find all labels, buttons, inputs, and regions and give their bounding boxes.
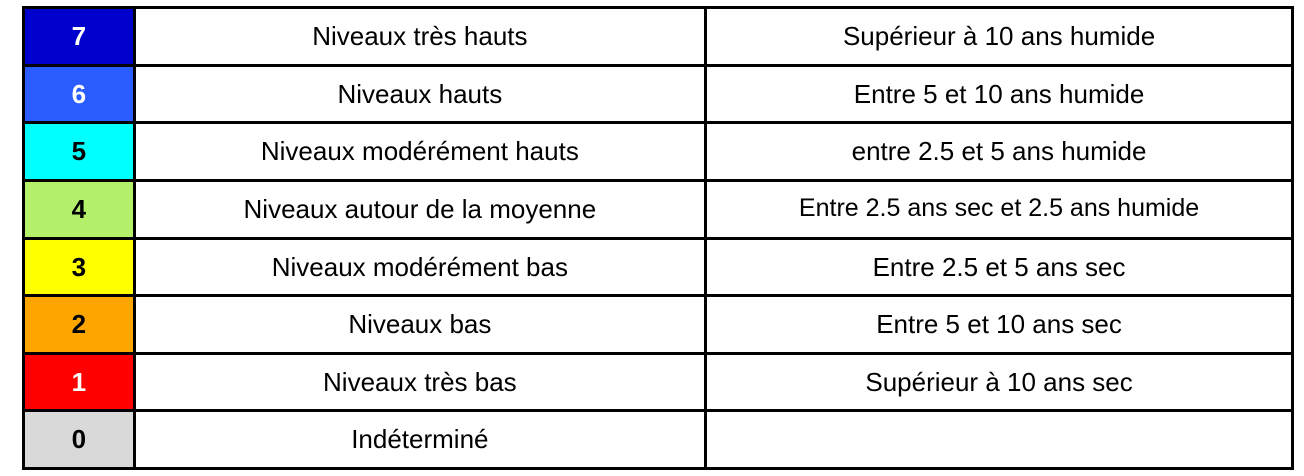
label-cell: Niveaux autour de la moyenne	[134, 180, 706, 238]
level-cell: 3	[24, 238, 135, 296]
label-cell: Niveaux très hauts	[134, 8, 706, 66]
label-cell: Niveaux hauts	[134, 65, 706, 123]
description-cell: entre 2.5 et 5 ans humide	[706, 123, 1293, 181]
description-cell: Entre 2.5 ans sec et 2.5 ans humide	[706, 180, 1293, 238]
table-row	[24, 353, 1293, 411]
legend-table-body	[24, 8, 1293, 469]
description-cell: Entre 5 et 10 ans sec	[706, 296, 1293, 354]
level-cell: 0	[24, 411, 135, 469]
label-cell: Niveaux très bas	[134, 353, 706, 411]
table-row	[24, 238, 1293, 296]
groundwater-level-legend-table	[22, 6, 1294, 470]
level-cell: 2	[24, 296, 135, 354]
description-cell	[706, 411, 1293, 469]
table-row	[24, 65, 1293, 123]
level-cell: 4	[24, 180, 135, 238]
label-cell: Niveaux modérément hauts	[134, 123, 706, 181]
description-cell: Entre 5 et 10 ans humide	[706, 65, 1293, 123]
level-cell: 7	[24, 8, 135, 66]
level-cell: 1	[24, 353, 135, 411]
level-cell: 5	[24, 123, 135, 181]
label-cell: Niveaux modérément bas	[134, 238, 706, 296]
table-row	[24, 8, 1293, 66]
level-cell: 6	[24, 65, 135, 123]
table-row	[24, 123, 1293, 181]
description-cell: Supérieur à 10 ans humide	[706, 8, 1293, 66]
table-row	[24, 180, 1293, 238]
description-cell: Supérieur à 10 ans sec	[706, 353, 1293, 411]
description-cell: Entre 2.5 et 5 ans sec	[706, 238, 1293, 296]
label-cell: Niveaux bas	[134, 296, 706, 354]
table-row	[24, 411, 1293, 469]
table-row	[24, 296, 1293, 354]
label-cell: Indéterminé	[134, 411, 706, 469]
